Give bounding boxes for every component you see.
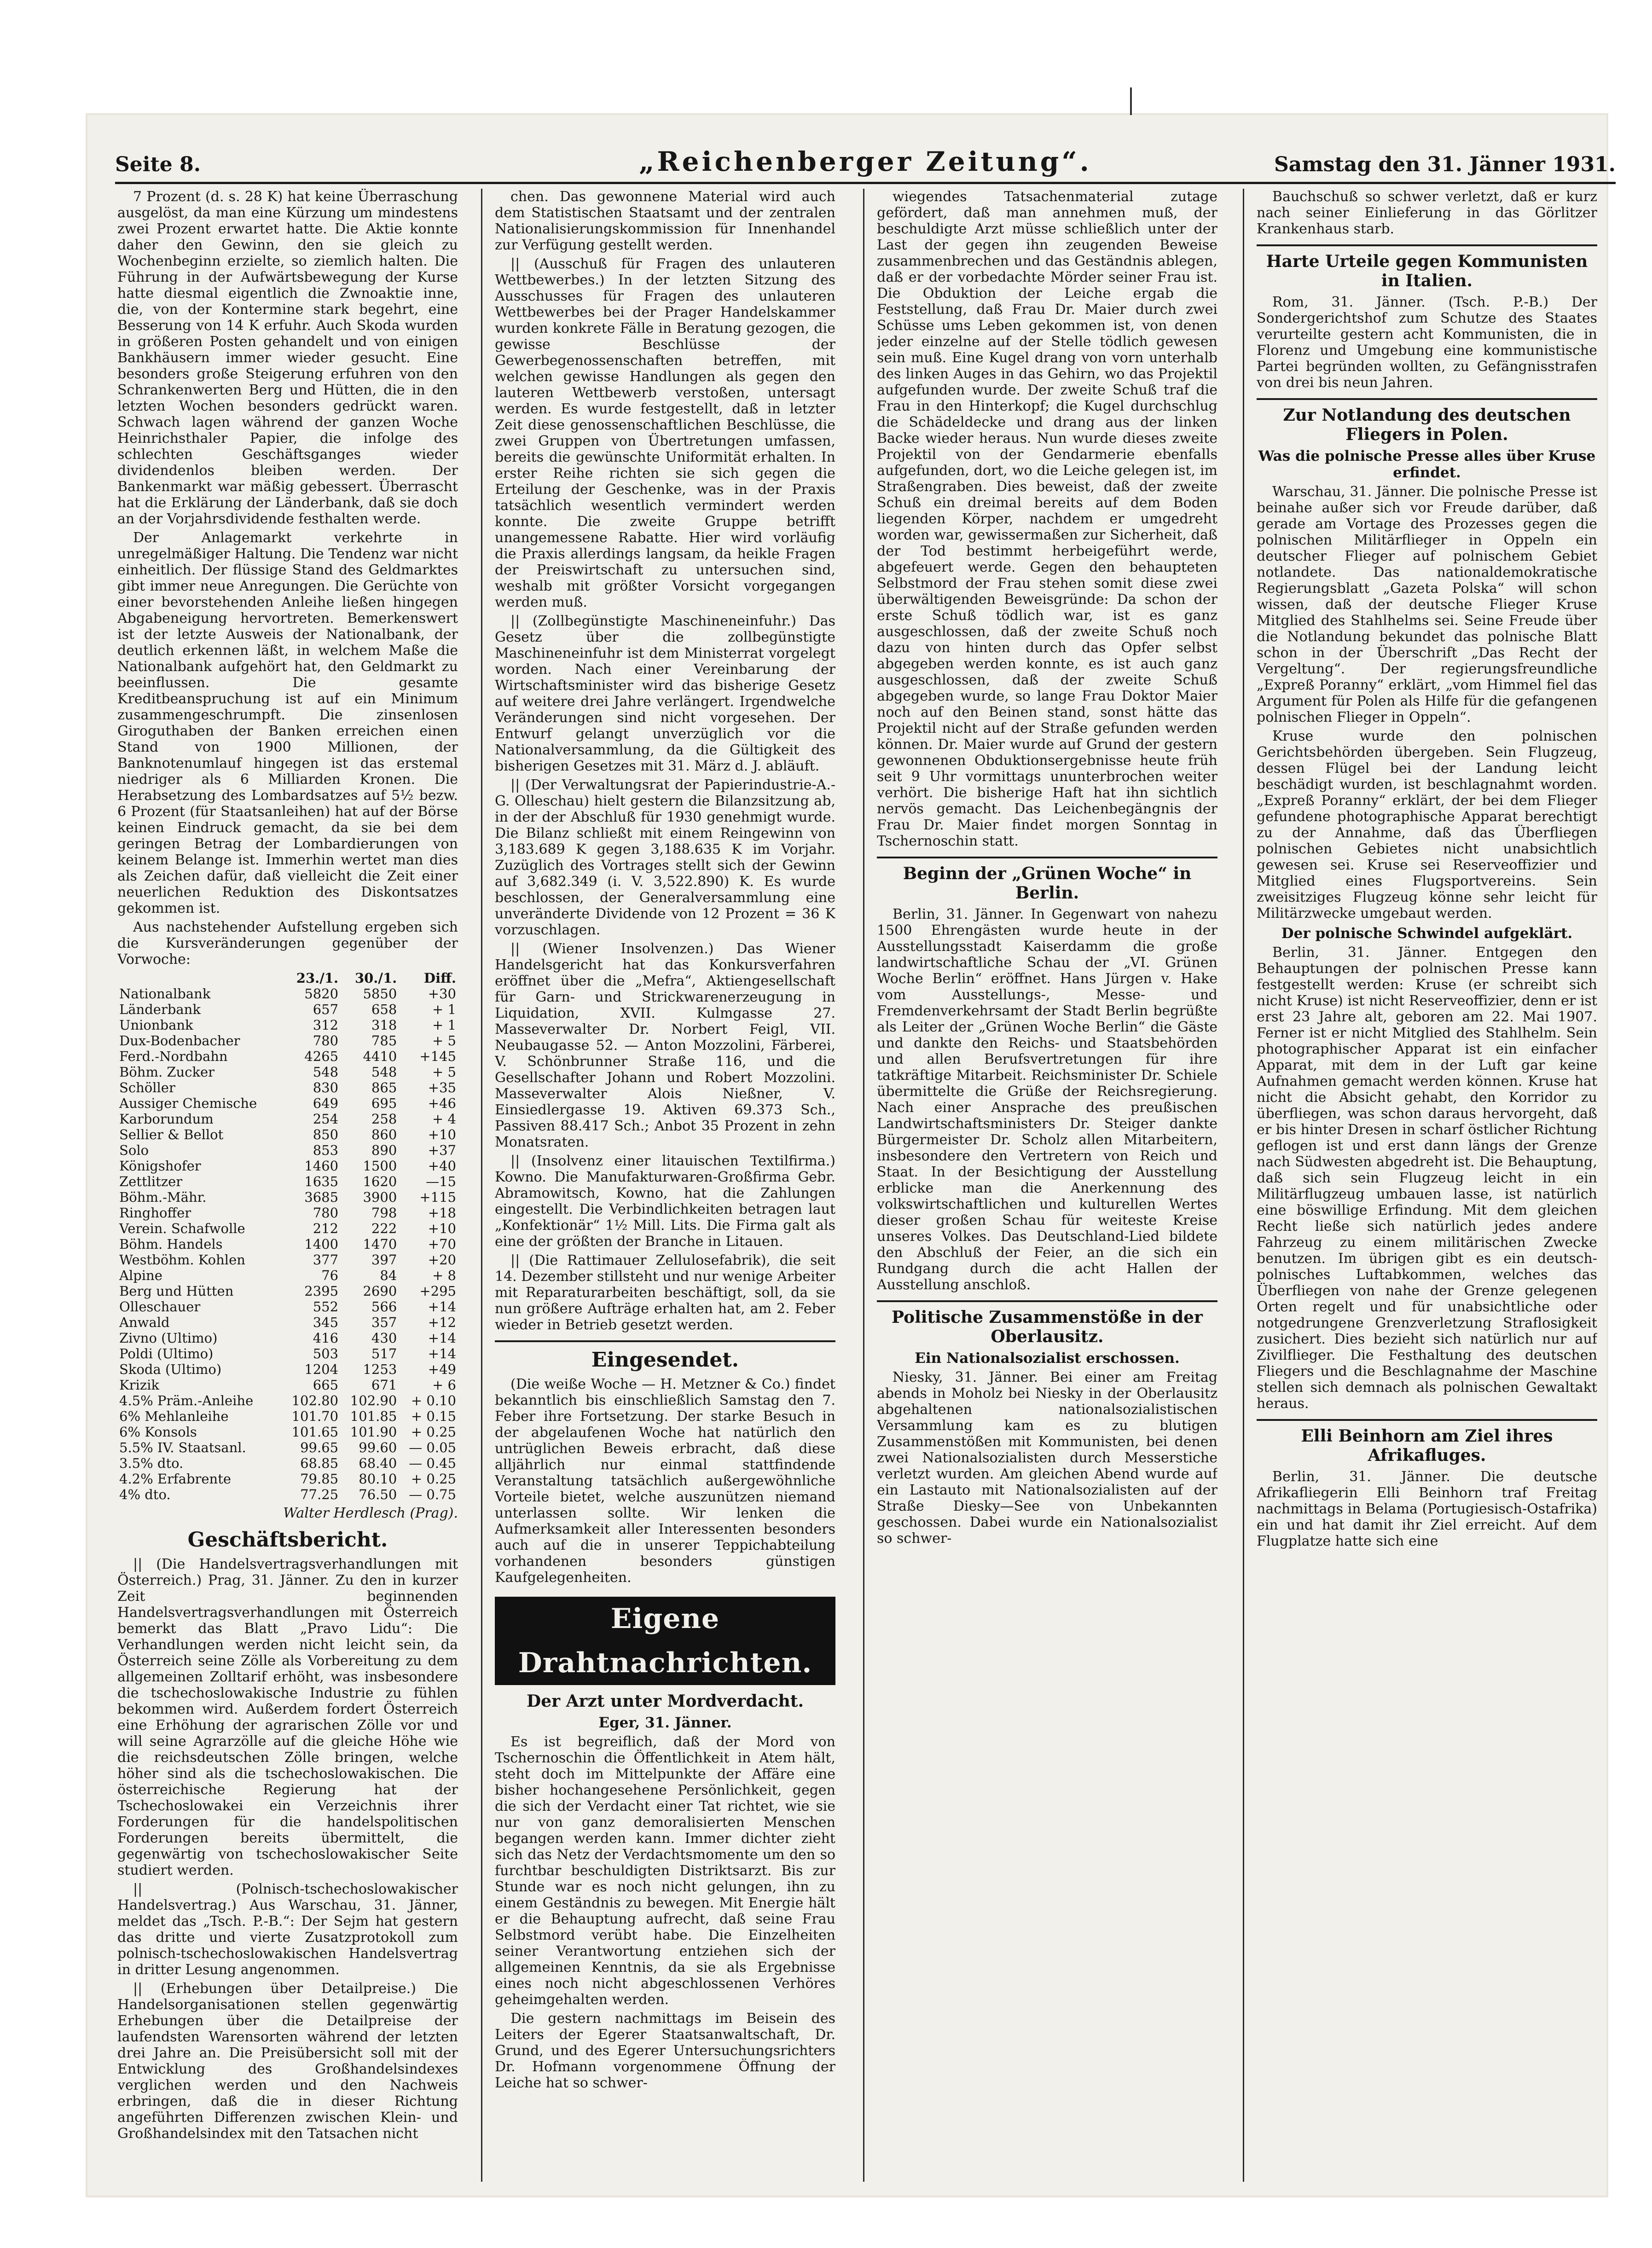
stock-value-cell: 2690 — [363, 1283, 397, 1299]
stock-name-cell: 4% dto. — [119, 1487, 171, 1502]
article-dateline: Eger, 31. Jänner. — [598, 1715, 732, 1731]
stock-value-cell: 503 — [313, 1346, 339, 1362]
article-headline: Beginn der „Grünen Woche“ in Berlin. — [903, 864, 1192, 903]
table-row — [117, 1111, 458, 1127]
table-row — [117, 1330, 458, 1346]
stock-value-cell: 865 — [371, 1080, 397, 1095]
stock-value-cell: 649 — [313, 1095, 339, 1111]
stock-value-cell: 101.85 — [350, 1408, 397, 1424]
stock-value-cell: 397 — [371, 1252, 397, 1268]
table-row — [117, 1002, 458, 1017]
stock-value-cell: 312 — [313, 1017, 339, 1033]
article-paragraph: Niesky, 31. Jänner. Bei einer am Freitag abends in Moholz bei Niesky in der Oberlausitz abgehaltenen nationalsozialistischen Versammlung kam es zu blutigen Zusammenstößen mit Kommunisten, bei denen zwei Nationalsozialisten durch Messerstiche verletzt wurden. Am gleichen Abend wurde auf ein Lastauto mit Nationalsozialisten auf der Straße Diesky—See von Unbekannten geschossen. Dabei wurde ein Nationalsozialist so schwer- — [877, 1369, 1217, 1547]
stock-value-cell: + 4 — [432, 1111, 456, 1127]
stock-value-cell: 850 — [313, 1127, 339, 1142]
table-row — [117, 1049, 458, 1064]
stock-value-cell: + 5 — [432, 1033, 456, 1049]
stock-value-cell: 4410 — [363, 1049, 397, 1064]
article-headline: Der Arzt unter Mordverdacht. — [526, 1692, 804, 1711]
stock-name-cell: 6% Konsols — [119, 1424, 197, 1440]
stock-value-cell: 212 — [313, 1221, 339, 1236]
stock-value-cell: +295 — [419, 1283, 456, 1299]
stock-value-cell: 99.65 — [300, 1440, 339, 1455]
article-paragraph: Bauchschuß so schwer verletzt, daß er kurz nach seiner Einlieferung in das Görlitzer Krankenhaus starb. — [1257, 189, 1597, 237]
stock-value-cell: 780 — [313, 1033, 339, 1049]
stock-name-cell: 6% Mehlanleihe — [119, 1408, 229, 1424]
stock-value-cell: 416 — [313, 1330, 339, 1346]
table-row — [117, 1455, 458, 1471]
stock-value-cell: +115 — [419, 1189, 456, 1205]
stock-value-cell: +14 — [428, 1299, 456, 1315]
stock-name-cell: Anwald — [119, 1315, 170, 1330]
stock-value-cell: +145 — [419, 1049, 456, 1064]
section-divider — [1257, 398, 1597, 400]
stock-value-cell: 101.65 — [291, 1424, 339, 1440]
stock-name-cell: Skoda (Ultimo) — [119, 1362, 222, 1377]
stock-value-cell: +12 — [428, 1315, 456, 1330]
stock-value-cell: 357 — [371, 1315, 397, 1330]
table-row — [117, 1362, 458, 1377]
article-paragraph: wiegendes Tatsachenmaterial zutage gefördert, daß man annehmen muß, der beschuldigte Arzt müsse schließlich unter der Last der gegen ihn zeugenden Beweise zusammenbrechen und das Geständnis ablegen, daß er der vorbedachte Mörder seiner Frau ist. Die Obduktion der Leiche ergab die Feststellung, daß Frau Dr. Maier durch zwei Schüsse ums Leben gekommen ist, von denen jeder einzelne auf der Stelle tödlich gewesen sein muß. Eine Kugel drang von vorn unterhalb des linken Auges in das Gehirn, wo das Projektil aufgefunden wurde. Der zweite Schuß traf die Frau in den Hinterkopf; die Kugel durchschlug die Schädeldecke und drang aus der linken Backe wieder heraus. Nun wurde dieses zweite Projektil von der Gendarmerie ebenfalls aufgefunden, dort, wo die Leiche gelegen ist, im Straßengraben. Dies beweist, daß der zweite Schuß ein dreimal bereits auf dem Boden liegenden Körper, nachdem er umgedreht worden war, gewissermaßen zur Sicherheit, daß der Tod bestimmt herbeigeführt werde, abgefeuert werde. Gegen den behaupteten Selbstmord der Frau stehen somit diese zwei überwältigenden Beweisgründe: Da schon der erste Schuß tödlich war, ist es ganz ausgeschlossen, daß der zweite Schuß noch dazu von hinten durch das Opfer selbst abgegeben werden konnte, es ist auch ganz ausgeschlossen, daß der zweite Schuß abgegeben wurde, so lange Frau Doktor Maier noch auf den Beinen stand, sonst hätte das Projektil nicht auf der Straße gefunden werden können. Dr. Maier wurde auf Grund der gestern gewonnenen Obduktionsergebnisse heute früh seit 9 Uhr vormittags ununterbrochen weiter verhört. Die bisherige Haft hat ihn sichtlich nervös gemacht. Das Leichenbegängnis der Frau Dr. Maier findet morgen Sonntag in Tschernoschin statt. — [877, 189, 1217, 849]
article-paragraph: || (Polnisch-tschechoslowakischer Handelsvertrag.) Aus Warschau, 31. Jänner, meldet das „Tsch. P.-B.“: Der Sejm hat gestern das dritte und vierte Zusatzprotokoll zum polnisch-tschechoslowakischen Handelsvertrag in dritter Lesung angenommen. — [117, 1881, 458, 1978]
stock-value-cell: 254 — [313, 1111, 339, 1127]
table-row — [117, 1064, 458, 1080]
stock-value-cell: 798 — [371, 1205, 397, 1221]
table-row — [117, 1142, 458, 1158]
page-number: Seite 8. — [115, 153, 201, 176]
table-row — [117, 1080, 458, 1095]
column-4 — [1257, 189, 1597, 2182]
stock-table — [117, 970, 458, 1502]
stock-value-cell: 101.90 — [350, 1424, 397, 1440]
article-paragraph: || (Erhebungen über Detailpreise.) Die Handelsorganisationen stellen gegenwärtig Erhebungen über die Detailpreise der laufendsten Warensorten während der letzten drei Jahre an. Die Preisübersicht soll mit der Entwicklung des Großhandelsindexes verglichen werden und den Nachweis erbringen, daß die in dieser Richtung angeführten Differenzen zwischen Klein- und Großhandelsindex mit den Tatsachen nicht — [117, 1981, 458, 2142]
article-headline: Harte Urteile gegen Kommunisten in Italien. — [1266, 252, 1588, 290]
article-paragraph: || (Der Verwaltungsrat der Papierindustrie-A.-G. Olleschau) hielt gestern die Bilanzsitzung ab, in der der Abschluß für 1930 genehmigt wurde. Die Bilanz schließt mit einem Reingewinn von 3,183.689 K gegen 3,188.635 K im Vorjahr. Zuzüglich des Vortrages stellt sich der Gewinn auf 3,682.349 (i. V. 3,522.890) K. Es wurde beschlossen, der Generalversammlung eine unveränderte Dividende von 12 Prozent = 36 K vorzuschlagen. — [495, 777, 835, 938]
stock-value-cell: 102.90 — [350, 1393, 397, 1408]
stock-value-cell: 5820 — [304, 986, 339, 1002]
section-divider — [495, 1340, 835, 1342]
stock-name-cell: Unionbank — [119, 1017, 193, 1033]
article-subheadline: Was die polnische Presse alles über Kruse erfindet. — [1258, 448, 1596, 481]
table-row — [117, 1033, 458, 1049]
stock-value-cell: 552 — [313, 1299, 339, 1315]
stock-value-cell: + 0.25 — [411, 1424, 456, 1440]
stock-value-cell: 890 — [371, 1142, 397, 1158]
stock-name-cell: Sellier & Bellot — [119, 1127, 224, 1142]
column-rule — [1243, 189, 1244, 2182]
table-row — [117, 986, 458, 1002]
stock-name-cell: Böhm.-Mähr. — [119, 1189, 207, 1205]
stock-value-cell: + 0.25 — [411, 1471, 456, 1487]
table-row — [117, 1471, 458, 1487]
stock-value-cell: 830 — [313, 1080, 339, 1095]
stock-name-cell: Verein. Schafwolle — [119, 1221, 245, 1236]
table-header-row — [117, 970, 458, 986]
stock-value-cell: 258 — [371, 1111, 397, 1127]
article-paragraph: Rom, 31. Jänner. (Tsch. P.-B.) Der Sondergerichtshof zum Schutze des Staates verurteilte gestern acht Kommunisten, die in Florenz und Umgebung eine kommunistische Partei begründen wollten, zu Gefängnisstrafen von drei bis neun Jahren. — [1257, 294, 1597, 391]
stock-value-cell: 79.85 — [300, 1471, 339, 1487]
table-row — [117, 1017, 458, 1033]
column-rule — [481, 189, 482, 2182]
article-paragraph: Kruse wurde den polnischen Gerichtsbehörden übergeben. Sein Flugzeug, dessen Flügel bei der Landung leicht beschädigt wurden, ist beschlagnahmt worden. „Expreß Poranny“ erklärt, der bei dem Flieger gefundene photographische Apparat berechtigt zu der Annahme, daß das Überfliegen polnischen Gebietes nicht unabsichtlich gewesen sei. Kruse sei Reserveoffizier und Mitglied eines Flugsportvereins. Sein zweisitziges Flugzeug könne sehr leicht für Militärzwecke umgebaut werden. — [1257, 728, 1597, 921]
stock-value-cell: 1470 — [363, 1236, 397, 1252]
stock-value-cell: 1253 — [363, 1362, 397, 1377]
table-header-cell: 30./1. — [354, 970, 397, 986]
stock-name-cell: Dux-Bodenbacher — [119, 1033, 240, 1049]
stock-name-cell: Nationalbank — [119, 986, 211, 1002]
stock-value-cell: +30 — [428, 986, 456, 1002]
stock-name-cell: Krizik — [119, 1377, 159, 1393]
stock-name-cell: Länderbank — [119, 1002, 201, 1017]
stock-value-cell: 68.85 — [300, 1455, 339, 1471]
stock-value-cell: + 0.15 — [411, 1408, 456, 1424]
table-row — [117, 1299, 458, 1315]
stock-value-cell: 3900 — [363, 1189, 397, 1205]
table-row — [117, 1158, 458, 1174]
column-1 — [117, 189, 458, 2182]
issue-date: Samstag den 31. Jänner 1931. — [1274, 153, 1616, 176]
article-paragraph: || (Ausschuß für Fragen des unlauteren Wettbewerbes.) In der letzten Sitzung des Ausschusses für Fragen des unlauteren Wettbewerbes bei der Prager Handelskammer wurden konkrete Fälle in Beratung gezogen, die gewisse Beschlüsse der Gewerbegenossenschaften betreffen, mit welchen gewisse Handlungen als gegen den lauteren Wettbewerb verstoßen, untersagt werden. Es wurde festgestellt, daß in letzter Zeit diese genossenschaftlichen Beschlüsse, die zwei Gruppen von Übertretungen umfassen, bereits die gewünschte Uniformität erhalten. In erster Reihe richten sie sich gegen die Erteilung der Geschenke, was in der Praxis tatsächlich wesentlich vermindert werden konnte. Die zweite Gruppe betrifft unangemessene Rabatte. Hier wird vorläufig die Praxis allerdings langsam, da heikle Fragen der Preiswirtschaft zu untersuchen sind, weshalb mit größter Vorsicht vorgegangen werden muß. — [495, 256, 835, 610]
section-divider — [877, 1300, 1217, 1302]
stock-value-cell: 548 — [371, 1064, 397, 1080]
stock-value-cell: 345 — [313, 1315, 339, 1330]
stock-value-cell: 84 — [380, 1268, 397, 1283]
stock-value-cell: 377 — [313, 1252, 339, 1268]
stock-value-cell: +18 — [428, 1205, 456, 1221]
stock-value-cell: 80.10 — [359, 1471, 397, 1487]
stock-value-cell: 3685 — [304, 1189, 339, 1205]
stock-value-cell: 2395 — [304, 1283, 339, 1299]
stock-value-cell: +35 — [428, 1080, 456, 1095]
stock-name-cell: Alpine — [119, 1268, 162, 1283]
table-row — [117, 1174, 458, 1189]
article-paragraph: Berlin, 31. Jänner. Entgegen den Behauptungen der polnischen Presse kann festgestellt werden: Kruse (er schreibt sich nicht Kruse) ist nicht Reserveoffizier, denn er ist erst 23 Jahre alt, geboren am 22. Mai 1907. Ferner ist er nicht Mitglied des Stahlhelm. Sein photographischer Apparat ist ein einfacher Apparat, mit dem in der Luft gar keine Aufnahmen gemacht werden können. Kruse hat nicht die Absicht gehabt, den Korridor zu überfliegen, was schon daraus hervorgeht, daß er bis hinter Dresen in scharf östlicher Richtung geflogen ist und erst dann längs der Grenze nach Südwesten abgedreht ist. Die Behauptung, daß sich sein Flugzeug leicht in ein Militärflugzeug umbauen lasse, ist natürlich eine böswillige Erfindung. Mit dem gleichen Recht ließe sich natürlich jedes andere Fahrzeug zu einem militärischen Zwecke benutzen. Im übrigen gibt es ein deutsch-polnisches Luftabkommen, welches das Überfliegen von nahe der Grenze gelegenen Orten regelt und für unabsichtliche oder notgedrungene Grenzverletzung Straflosigkeit zusichert. Dies bezieht sich natürlich nur auf Zivilflieger. Die Festhaltung des deutschen Fliegers und die Beschlagnahme der Maschine stellen sich demnach als polnischen Gewaltakt heraus. — [1257, 944, 1597, 1412]
table-row — [117, 1236, 458, 1252]
column-rule — [863, 189, 864, 2182]
table-row — [117, 1393, 458, 1408]
stock-name-cell: Westböhm. Kohlen — [119, 1252, 245, 1268]
table-row — [117, 1221, 458, 1236]
stock-value-cell: 1460 — [304, 1158, 339, 1174]
table-row — [117, 1440, 458, 1455]
article-paragraph: Die gestern nachmittags im Beisein des Leiters der Egerer Staatsanwaltschaft, Dr. Grund, und des Egerer Untersuchungsrichters Dr. Hofmann vorgenommene Öffnung der Leiche hat so schwer- — [495, 2010, 835, 2091]
article-paragraph: || (Insolvenz einer litauischen Textilfirma.) Kowno. Die Manufakturwaren-Großfirma Gebr. Abramowitsch, Kowno, hat die Zahlungen eingestellt. Die Verbindlichkeiten betragen laut „Konfektionär“ 1½ Mill. Lits. Die Firma galt als eine der größten der Branche in Litauen. — [495, 1153, 835, 1250]
stock-value-cell: 1204 — [304, 1362, 339, 1377]
page-header — [115, 138, 1616, 184]
stock-value-cell: + 0.10 — [411, 1393, 456, 1408]
stock-name-cell: 4.2% Erfabrente — [119, 1471, 232, 1487]
article-paragraph: Berlin, 31. Jänner. Die deutsche Afrikafliegerin Elli Beinhorn traf Freitag nachmittags in Belama (Portugiesisch-Ostafrika) ein und hat damit ihr Ziel erreicht. Auf dem Flugplatze hatte sich eine — [1257, 1469, 1597, 1549]
stock-name-cell: Ringhoffer — [119, 1205, 191, 1221]
table-row — [117, 1095, 458, 1111]
stock-value-cell: 658 — [371, 1002, 397, 1017]
stock-value-cell: 4265 — [304, 1049, 339, 1064]
stock-name-cell: 5.5% IV. Staatsanl. — [119, 1440, 246, 1455]
stock-value-cell: 68.40 — [359, 1455, 397, 1471]
stock-name-cell: Zivno (Ultimo) — [119, 1330, 218, 1346]
table-header-cell: 23./1. — [296, 970, 339, 986]
section-heading: Eingesendet. — [591, 1348, 739, 1372]
stock-value-cell: + 6 — [432, 1377, 456, 1393]
table-row — [117, 1252, 458, 1268]
stock-name-cell: Königshofer — [119, 1158, 201, 1174]
stock-value-cell: 671 — [371, 1377, 397, 1393]
stock-value-cell: +10 — [428, 1221, 456, 1236]
stock-name-cell: Berg und Hütten — [119, 1283, 234, 1299]
stock-value-cell: +14 — [428, 1330, 456, 1346]
stock-name-cell: Ferd.-Nordbahn — [119, 1049, 228, 1064]
table-row — [117, 1268, 458, 1283]
stock-value-cell: 853 — [313, 1142, 339, 1158]
article-paragraph: || (Die Rattimauer Zellulosefabrik), die seit 14. Dezember stillsteht und nur wenige Arbeiter mit Reparaturarbeiten beschäftigt, soll, da sie nun größere Aufträge erhalten hat, am 2. Feber wieder in Betrieb gesetzt werden. — [495, 1252, 835, 1333]
stock-value-cell: 1500 — [363, 1158, 397, 1174]
table-row — [117, 1346, 458, 1362]
stock-name-cell: Schöller — [119, 1080, 175, 1095]
table-row — [117, 1315, 458, 1330]
stock-value-cell: 222 — [371, 1221, 397, 1236]
article-paragraph: (Die weiße Woche — H. Metzner & Co.) findet bekanntlich bis einschließlich Samstag den 7. Feber ihre Fortsetzung. Der starke Besuch in der abgelaufenen Woche hat natürlich den untrüglichen Beweis erbracht, daß diese alljährlich nur einmal stattfindende Veranstaltung tatsächlich außergewöhnliche Vorteile bietet, welche auszunützen niemand unterlassen sollte. Wir lenken die Aufmerksamkeit aller Interessenten besonders auch auf die in unserer Teppichabteilung vorhandenen besonders günstigen Kaufgelegenheiten. — [495, 1376, 835, 1586]
stock-name-cell: Poldi (Ultimo) — [119, 1346, 214, 1362]
stock-value-cell: +10 — [428, 1127, 456, 1142]
stock-name-cell: Zettlitzer — [119, 1174, 183, 1189]
stock-value-cell: — 0.05 — [409, 1440, 456, 1455]
article-headline: Zur Notlandung des deutschen Fliegers in Polen. — [1283, 406, 1571, 444]
stock-value-cell: 318 — [371, 1017, 397, 1033]
stock-value-cell: 76.50 — [359, 1487, 397, 1502]
stock-value-cell: 780 — [313, 1205, 339, 1221]
stock-name-cell: Böhm. Zucker — [119, 1064, 215, 1080]
stock-value-cell: 785 — [371, 1033, 397, 1049]
stock-value-cell: 695 — [371, 1095, 397, 1111]
stock-name-cell: Solo — [119, 1142, 149, 1158]
stock-name-cell: 4.5% Präm.-Anleihe — [119, 1393, 254, 1408]
article-headline: Politische Zusammenstöße in der Oberlausitz. — [891, 1308, 1203, 1346]
article-paragraph: Aus nachstehender Aufstellung ergeben sich die Kursveränderungen gegenüber der Vorwoche: — [117, 919, 458, 968]
stock-name-cell: Olleschauer — [119, 1299, 201, 1315]
table-row — [117, 1408, 458, 1424]
section-divider — [1257, 244, 1597, 246]
article-subheadline: Ein Nationalsozialist erschossen. — [915, 1350, 1180, 1367]
stock-value-cell: — 0.45 — [409, 1455, 456, 1471]
table-row — [117, 1487, 458, 1502]
table-row — [117, 1205, 458, 1221]
stock-value-cell: 657 — [313, 1002, 339, 1017]
stock-value-cell: 566 — [371, 1299, 397, 1315]
stock-value-cell: +70 — [428, 1236, 456, 1252]
stock-name-cell: Karborundum — [119, 1111, 214, 1127]
article-paragraph: Berlin, 31. Jänner. In Gegenwart von nahezu 1500 Ehrengästen wurde heute in der Ausstellungsstadt Kaiserdamm die große landwirtschaftliche Schau der „VI. Grünen Woche Berlin“ eröffnet. Hans Jürgen v. Hake vom Ausstellungs-, Messe- und Fremdenverkehrsamt der Stadt Berlin begrüßte als Leiter der „Grünen Woche Berlin“ die Gäste und dankte den Reichs- und Staatsbehörden und allen Berufsvertretungen für ihre tatkräftige Mitarbeit. Reichsminister Dr. Schiele übermittelte die Grüße der Reichsregierung. Nach einer Ansprache des preußischen Landwirtschaftsministers Dr. Steiger dankte Bürgermeister Dr. Scholz allen Mitarbeitern, insbesondere den Vertretern von Reich und Staat. In der Besichtigung der Ausstellung erblicke man die Anerkennung des volkswirtschaftlichen und kulturellen Wertes dieser großen Schau für weiteste Kreise unseres Volkes. Das Deutschland-Lied bildete den Abschluß der Feier, an die sich ein Rundgang durch die acht Hallen der Ausstellung anschloß. — [877, 906, 1217, 1293]
masthead: „Reichenberger Zeitung“. — [639, 146, 1092, 177]
stock-value-cell: + 8 — [432, 1268, 456, 1283]
article-paragraph: Der Anlagemarkt verkehrte in unregelmäßiger Haltung. Die Tendenz war nicht einheitlich. Der flüssige Stand des Geldmarktes gibt immer neue Anregungen. Die Gerüchte von einer bevorstehenden Anleihe ließen hingegen Abgabeneigung hervortreten. Bemerkenswert ist der letzte Ausweis der Nationalbank, der deutlich erkennen läßt, in welchem Maße die Nationalbank aufgehört hat, den Geldmarkt zu beeinflussen. Die gesamte Kreditbeanspruchung ist auf ein Minimum zusammengeschrumpft. Die zinsenlosen Giroguthaben der Banken erreichen einen Stand von 1900 Millionen, der Banknotenumlauf hingegen ist das erstemal niedriger als 6 Milliarden Kronen. Die Herabsetzung des Lombardsatzes auf 5½ bezw. 6 Prozent (für Staatsanleihen) hat auf der Börse keinen Eindruck gemacht, da sie bei dem geringen Betrag der Lombardierungen von keinem Belange ist. Immerhin wertet man dies als Zeichen dafür, daß vielleicht die Zeit einer neuerlichen Reduktion des Diskontsatzes gekommen ist. — [117, 530, 458, 916]
stock-value-cell: 1620 — [363, 1174, 397, 1189]
column-3 — [877, 189, 1217, 2182]
table-header-cell — [117, 970, 282, 986]
stock-value-cell: 1635 — [304, 1174, 339, 1189]
stock-value-cell: +49 — [428, 1362, 456, 1377]
table-row — [117, 1127, 458, 1142]
stock-value-cell: 430 — [371, 1330, 397, 1346]
stock-value-cell: 548 — [313, 1064, 339, 1080]
article-paragraph: || (Die Handelsvertragsverhandlungen mit Österreich.) Prag, 31. Jänner. Zu den in kurzer Zeit beginnenden Handelsvertragsverhandlungen mit Österreich bemerkt das Blatt „Pravo Lidu“: Die Verhandlungen werden nicht leicht sein, da Österreich seine Zölle als Vorbereitung zu dem allgemeinen Zolltarif erhöht, was insbesondere die tschechoslowakische Industrie zu fühlen bekommen wird. Außerdem fordert Österreich eine Erhöhung der agrarischen Zölle vor und will seine Agrarzölle auf die gleiche Höhe wie die reichsdeutschen Zölle bringen, welche höher sind als die tschechoslowakischen. Die österreichische Regierung hat der Tschechoslowakei ein Verzeichnis ihrer Forderungen für die handelspolitischen Forderungen bereits übermittelt, die gegenwärtig von tschechoslowakischer Seite studiert werden. — [117, 1556, 458, 1878]
stock-value-cell: 101.70 — [291, 1408, 339, 1424]
article-headline: Elli Beinhorn am Ziel ihres Afrikafluges. — [1301, 1426, 1553, 1465]
stock-value-cell: + 5 — [432, 1064, 456, 1080]
stock-value-cell: 665 — [313, 1377, 339, 1393]
stock-value-cell: + 1 — [432, 1002, 456, 1017]
article-paragraph: chen. Das gewonnene Material wird auch dem Statistischen Staatsamt und der zentralen Nationalisierungskommission für Innenhandel zur Verfügung gestellt werden. — [495, 189, 835, 253]
table-header-cell: Diff. — [423, 970, 456, 986]
stock-value-cell: +14 — [428, 1346, 456, 1362]
article-paragraph: || (Wiener Insolvenzen.) Das Wiener Handelsgericht hat das Konkursverfahren eröffnet über die „Mefra“, Aktiengesellschaft für Garn- und Strickwarenerzeugung in Liquidation, XVII. Kulmgasse 27. Masseverwalter Dr. Norbert Feigl, VII. Neubaugasse 52. — Anton Mozzolini, Färberei, V. Schönbrunner Straße 116, und die Gesellschafter Johann und Robert Mozzolini. Masseverwalter Alois Nießner, V. Einsiedlergasse 19. Aktiven 69.373 Sch., Passiven 88.417 Sch.; Anbot 35 Prozent in zehn Monatsraten. — [495, 941, 835, 1150]
stock-value-cell: — 0.75 — [409, 1487, 456, 1502]
section-divider — [1257, 1419, 1597, 1421]
author-signature: Walter Herdlesch (Prag). — [283, 1505, 458, 1521]
stock-value-cell: 102.80 — [291, 1393, 339, 1408]
stock-value-cell: 860 — [371, 1127, 397, 1142]
stock-value-cell: 76 — [321, 1268, 339, 1283]
table-row — [117, 1377, 458, 1393]
section-banner: Eigene Drahtnachrichten. — [495, 1597, 835, 1685]
stock-value-cell: 5850 — [363, 986, 397, 1002]
pencil-mark — [1130, 87, 1132, 115]
stock-value-cell: 517 — [371, 1346, 397, 1362]
article-headline: Der polnische Schwindel aufgeklärt. — [1281, 925, 1573, 942]
table-row — [117, 1283, 458, 1299]
stock-value-cell: —15 — [426, 1174, 456, 1189]
stock-name-cell: Böhm. Handels — [119, 1236, 223, 1252]
article-paragraph: 7 Prozent (d. s. 28 K) hat keine Überraschung ausgelöst, da man eine Kürzung um mindestens zwei Prozent erwartet hatte. Die Aktie konnte daher den Gewinn, den sie gleich zu Wochenbeginn erzielte, so ziemlich halten. Die Führung in der Aufwärtsbewegung der Kurse hatte diesmal eigentlich die Zwnoaktie inne, die, von der Kontermine stark begehrt, eine Besserung von 14 K erfuhr. Auch Skoda wurden in größeren Posten gehandelt und von einigen Bankhäusern immer wieder gesucht. Eine besonders große Steigerung erfuhren von den Schrankenwerten Berg und Hütten, die in den letzten Wochen besonders gedrückt waren. Schwach lagen während der ganzen Woche Heinrichsthaler Papier, die infolge des schlechten Geschäftsganges wieder dividendenlos bleiben werden. Der Bankenmarkt war mäßig gebessert. Überrascht hat die Erklärung der Länderbank, daß sie doch an der Vorjahrsdividende festhalten werde. — [117, 189, 458, 527]
stock-name-cell: Aussiger Chemische — [119, 1095, 257, 1111]
section-divider — [877, 857, 1217, 858]
article-paragraph: Es ist begreiflich, daß der Mord von Tschernoschin die Öffentlichkeit in Atem hält, steht doch im Mittelpunkte der Affäre eine bisher hochangesehene Persönlichkeit, gegen die sich der Verdacht einer Tat richtet, wie sie nur von ganz demoralisierten Menschen begangen werden kann. Immer dichter zieht sich das Netz der Verdachtsmomente um den so furchtbar beschuldigten Distriktsarzt. Bis zur Stunde war es noch nicht gelungen, ihn zu einem Geständnis zu bewegen. Mit Energie hält er die Behauptung aufrecht, daß seine Frau Selbstmord verübt habe. Die Einzelheiten seiner Verantwortung entziehen sich der allgemeinen Kenntnis, da sie als Ergebnisse eines noch nicht abgeschlossenen Verhöres geheimgehalten werden. — [495, 1734, 835, 2008]
stock-value-cell: +20 — [428, 1252, 456, 1268]
stock-value-cell: 99.60 — [359, 1440, 397, 1455]
stock-name-cell: 3.5% dto. — [119, 1455, 184, 1471]
section-heading: Geschäftsbericht. — [187, 1528, 388, 1552]
stock-value-cell: 1400 — [304, 1236, 339, 1252]
stock-value-cell: +40 — [428, 1158, 456, 1174]
table-row — [117, 1424, 458, 1440]
table-row — [117, 1189, 458, 1205]
stock-value-cell: + 1 — [432, 1017, 456, 1033]
stock-value-cell: +37 — [428, 1142, 456, 1158]
article-paragraph: || (Zollbegünstigte Maschineneinfuhr.) Das Gesetz über die zollbegünstigte Maschineneinfuhr ist dem Ministerrat vorgelegt worden. Nach einer Vereinbarung der Wirtschaftsminister wird das bisherige Gesetz auf weitere drei Jahre verlängert. Irgendwelche Veränderungen sind nicht vorgesehen. Der Entwurf gelangt unverzüglich vor die Nationalversammlung, da die Gültigkeit des bisherigen Gesetzes mit 31. März d. J. abläuft. — [495, 613, 835, 774]
stock-value-cell: +46 — [428, 1095, 456, 1111]
stock-value-cell: 77.25 — [300, 1487, 339, 1502]
column-2 — [495, 189, 835, 2182]
article-paragraph: Warschau, 31. Jänner. Die polnische Presse ist beinahe außer sich vor Freude darüber, daß gerade am Vortage des Prozesses gegen die polnischen Militärflieger in Oppeln ein deutscher Flieger auf polnischem Gebiet notlandete. Das nationaldemokratische Regierungsblatt „Gazeta Polska“ will schon wissen, daß der deutsche Flieger Kruse Mitglied des Stahlhelms sei. Seine Freude über die Notlandung bekundet das polnische Blatt schon in der Überschrift „Das Recht der Vergeltung“. Der regierungsfreundliche „Expreß Poranny“ erklärt, „vom Himmel fiel das Argument für Polen als Hilfe für die gefangenen polnischen Flieger in Oppeln“. — [1257, 484, 1597, 725]
